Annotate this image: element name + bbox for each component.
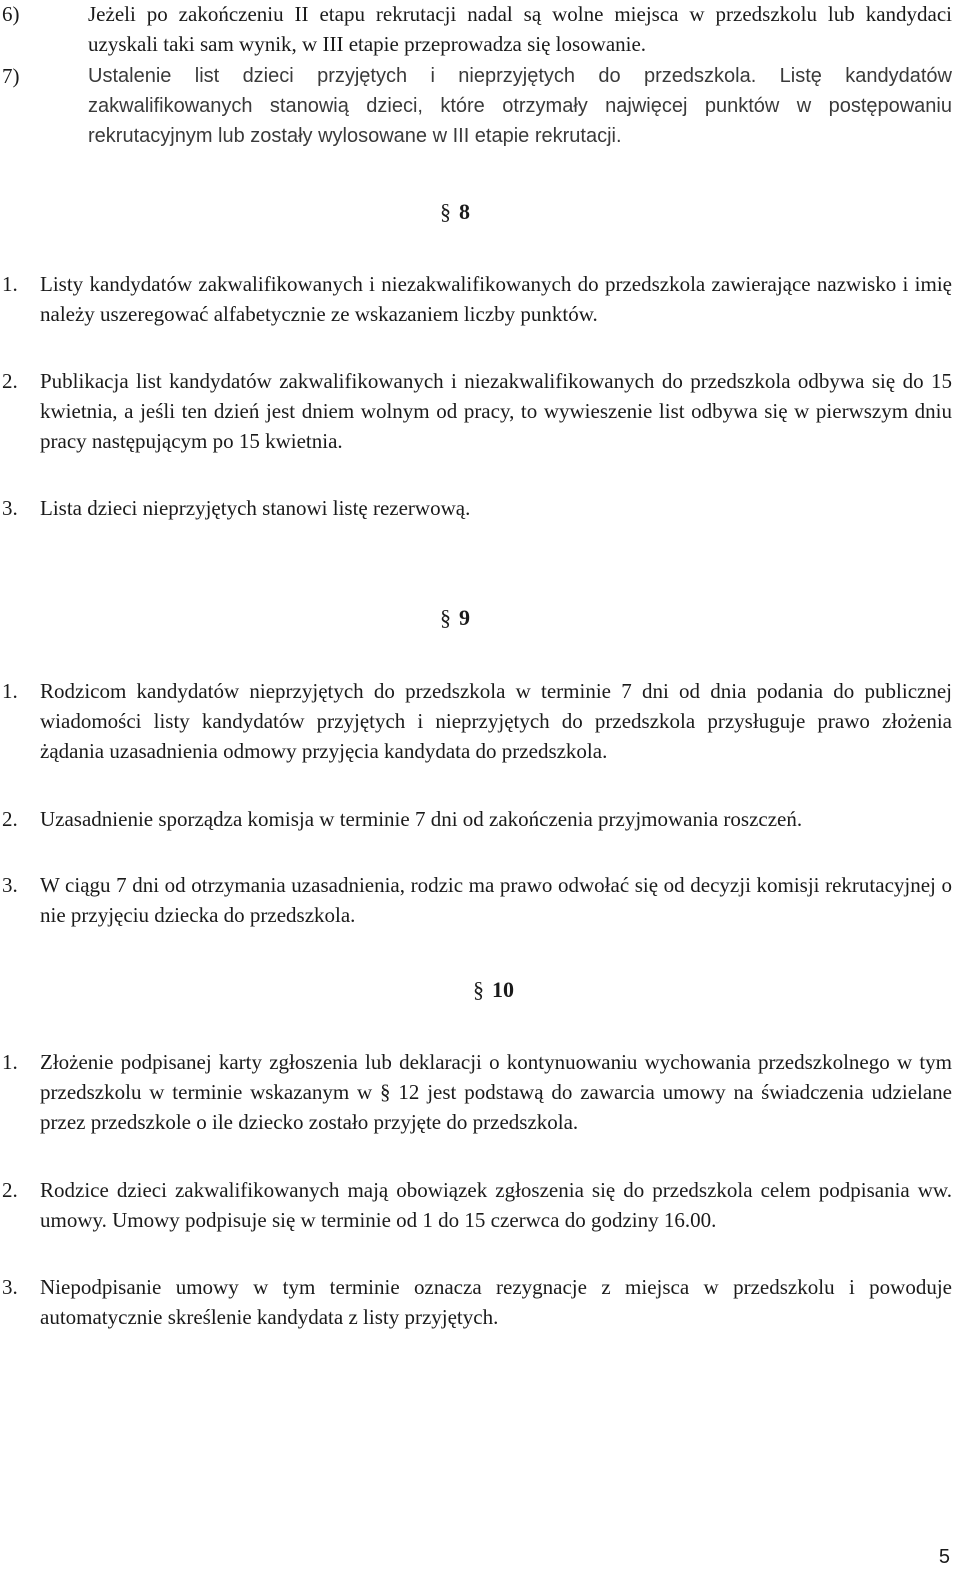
item-text: Złożenie podpisanej karty zgłoszenia lub deklaracji o kontynuowaniu wychowania przedszkolnego w tym przedszkolu w terminie wskazanym w § 12 jest podstawą do zawarcia umowy na świadczenia udzielane przez przedszkole o ile dziecko zostało przyjęte do przedszkola. bbox=[40, 1050, 952, 1134]
section-number: 9 bbox=[459, 605, 470, 630]
item-number: 2. bbox=[2, 807, 18, 831]
page-number: 5 bbox=[938, 1546, 950, 1568]
item-number: 1. bbox=[2, 272, 18, 296]
section-heading bbox=[440, 603, 470, 633]
section-number: 10 bbox=[492, 977, 514, 1002]
item-number: 1. bbox=[2, 1050, 18, 1074]
list-item bbox=[2, 804, 952, 834]
section-symbol: § bbox=[440, 199, 451, 224]
section-symbol: § bbox=[473, 977, 484, 1002]
list-item bbox=[2, 1047, 952, 1137]
list-item bbox=[2, 676, 952, 766]
list-item bbox=[2, 1272, 952, 1332]
item-number: 2. bbox=[2, 1178, 18, 1202]
section-symbol: § bbox=[440, 605, 451, 630]
section-number: 8 bbox=[459, 199, 470, 224]
list-item bbox=[2, 366, 952, 456]
item-number: 2. bbox=[2, 369, 18, 393]
list-item bbox=[2, 61, 952, 151]
item-text: Ustalenie list dzieci przyjętych i nieprzyjętych do przedszkola. Listę kandydatów zakwalifikowanych stanowią dzieci, które otrzymały najwięcej punktów w postępowaniu rekrutacyjnym lub zostały wylosowane w III etapie rekrutacji. bbox=[88, 65, 952, 147]
item-text: Rodzice dzieci zakwalifikowanych mają obowiązek zgłoszenia się do przedszkola celem podpisania ww. umowy. Umowy podpisuje się w terminie od 1 do 15 czerwca do godziny 16.00. bbox=[40, 1178, 952, 1232]
item-number: 6) bbox=[2, 2, 20, 26]
item-number: 1. bbox=[2, 679, 18, 703]
item-text: Lista dzieci nieprzyjętych stanowi listę rezerwową. bbox=[40, 496, 471, 520]
list-item bbox=[2, 0, 952, 59]
item-number: 3. bbox=[2, 873, 18, 897]
item-text: Rodzicom kandydatów nieprzyjętych do przedszkola w terminie 7 dni od dnia podania do publicznej wiadomości listy kandydatów przyjętych i nieprzyjętych do przedszkola przysługuje prawo złożenia żądania uzasadnienia odmowy przyjęcia kandydata do przedszkola. bbox=[40, 679, 952, 763]
item-number: 7) bbox=[2, 64, 20, 88]
item-text: W ciągu 7 dni od otrzymania uzasadnienia, rodzic ma prawo odwołać się od decyzji komisji rekrutacyjnej o nie przyjęciu dziecka do przedszkola. bbox=[40, 873, 952, 927]
item-text: Uzasadnienie sporządza komisja w terminie 7 dni od zakończenia przyjmowania roszczeń. bbox=[40, 807, 803, 831]
item-text: Listy kandydatów zakwalifikowanych i niezakwalifikowanych do przedszkola zawierające nazwisko i imię należy uszeregować alfabetycznie ze wskazaniem liczby punktów. bbox=[40, 272, 952, 326]
section-heading bbox=[473, 975, 514, 1005]
item-text: Niepodpisanie umowy w tym terminie oznacza rezygnacje z miejsca w przedszkolu i powoduje automatycznie skreślenie kandydata z listy przyjętych. bbox=[40, 1275, 952, 1329]
list-item bbox=[2, 493, 952, 523]
item-number: 3. bbox=[2, 496, 18, 520]
item-text: Publikacja list kandydatów zakwalifikowanych i niezakwalifikowanych do przedszkola odbywa się do 15 kwietnia, a jeśli ten dzień jest dniem wolnym od pracy, to wywieszenie list odbywa się w pierwszym dniu pracy następującym po 15 kwietnia. bbox=[40, 369, 952, 453]
list-item bbox=[2, 269, 952, 329]
list-item bbox=[2, 1175, 952, 1235]
item-number: 3. bbox=[2, 1275, 18, 1299]
section-heading bbox=[440, 197, 470, 227]
list-item bbox=[2, 870, 952, 930]
item-text: Jeżeli po zakończeniu II etapu rekrutacji nadal są wolne miejsca w przedszkolu lub kandydaci uzyskali taki sam wynik, w III etapie przeprowadza się losowanie. bbox=[88, 2, 952, 56]
